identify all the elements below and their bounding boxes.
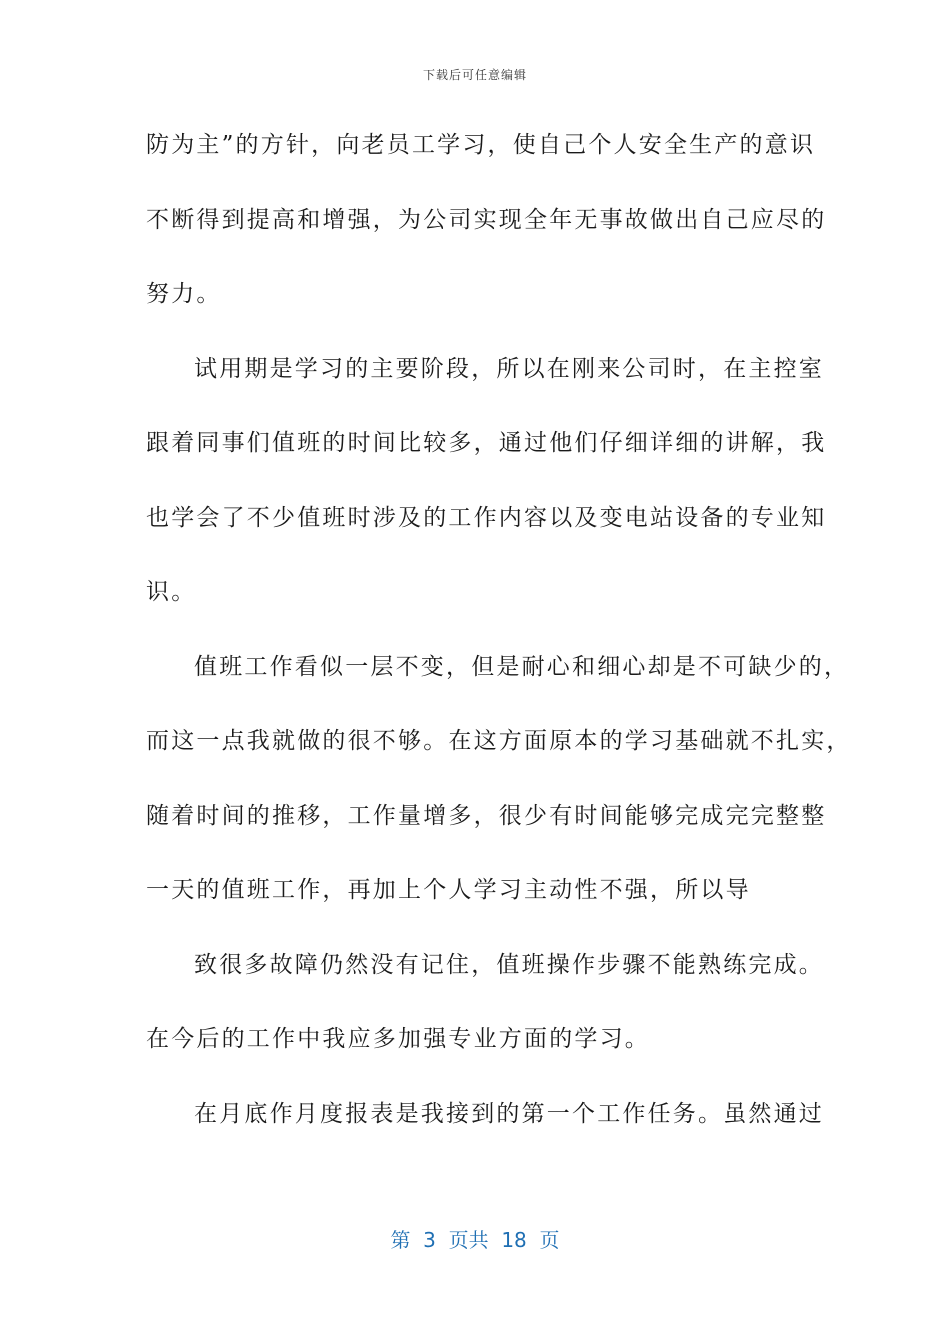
text-line: 也学会了不少值班时涉及的工作内容以及变电站设备的专业知 bbox=[146, 504, 827, 531]
header-note: 下载后可任意编辑 bbox=[422, 68, 527, 82]
paragraph-start-line: 在月底作月度报表是我接到的第一个工作任务。虽然通过 bbox=[194, 1100, 824, 1127]
paragraph-start-line: 试用期是学习的主要阶段，所以在刚来公司时，在主控室 bbox=[194, 355, 824, 382]
text-line: 不断得到提高和增强，为公司实现全年无事故做出自己应尽的 bbox=[146, 206, 827, 233]
text-line: 一天的值班工作，再加上个人学习主动性不强，所以导 bbox=[146, 877, 751, 903]
text-line: 努力。 bbox=[146, 281, 222, 307]
text-line: 在今后的工作中我应多加强专业方面的学习。 bbox=[146, 1026, 650, 1052]
text-line: 防为主”的方针，向老员工学习，使自己个人安全生产的意识 bbox=[146, 132, 816, 158]
text-line: 随着时间的推移，工作量增多，很少有时间能够完成完完整整 bbox=[146, 802, 827, 829]
page-number-footer: 第 3 页共 18 页 bbox=[390, 1228, 560, 1252]
paragraph-start-line: 值班工作看似一层不变，但是耐心和细心却是不可缺少的， bbox=[194, 653, 850, 680]
paragraph-start-line: 致很多故障仍然没有记住，值班操作步骤不能熟练完成。 bbox=[194, 951, 824, 978]
text-line: 而这一点我就做的很不够。在这方面原本的学习基础就不扎实， bbox=[146, 728, 852, 754]
document-body bbox=[146, 122, 852, 1165]
text-line: 识。 bbox=[146, 579, 197, 605]
text-line: 跟着同事们值班的时间比较多，通过他们仔细详细的讲解，我 bbox=[146, 430, 827, 456]
